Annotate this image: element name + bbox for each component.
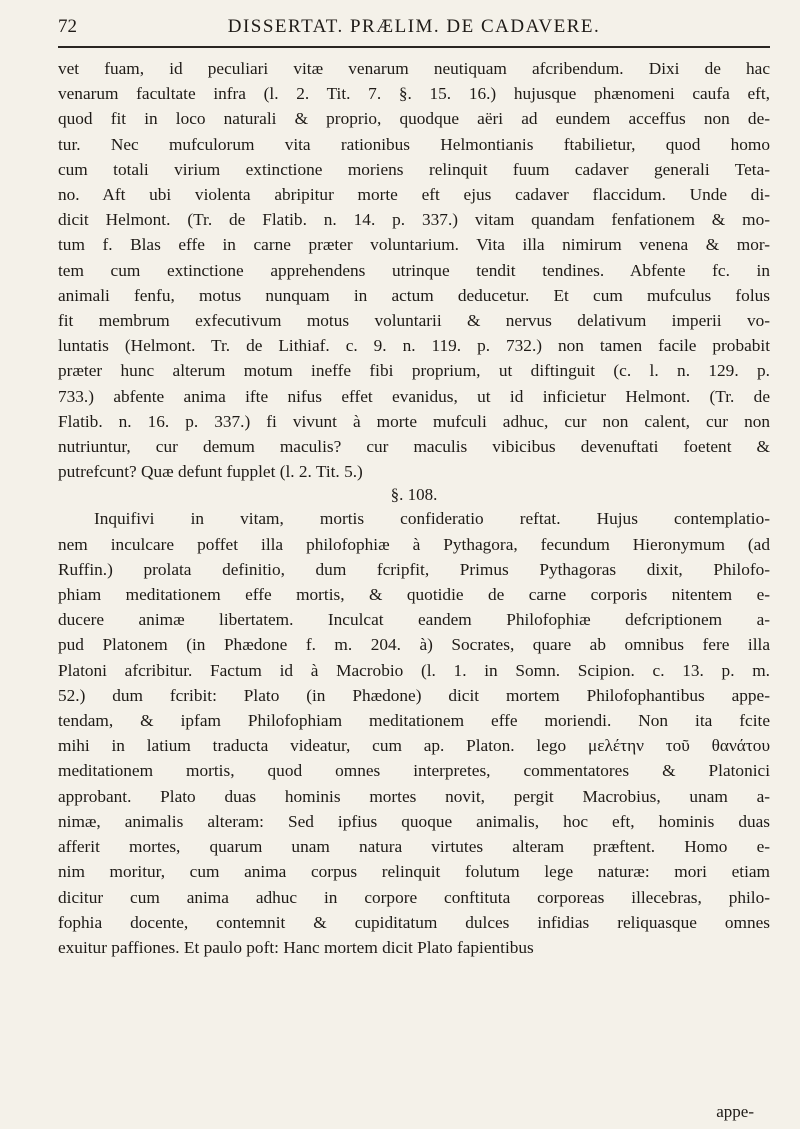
text-line: nutriuntur, cur demum maculis? cur maculis vibicibus devenuftati foetent & <box>58 437 770 457</box>
text-line: vet fuam, id peculiari vitæ venarum neutiquam afcribendum. Dixi de hac <box>58 59 770 78</box>
text-line: præter hunc alterum motum ineffe fibi proprium, ut diftinguit (c. l. n. 129. p. <box>58 361 770 381</box>
text-line: fophia docente, contemnit & cupiditatum dulces infidias reliquasque omnes <box>58 912 770 932</box>
paragraph-1 <box>58 56 770 484</box>
text-line: 52.) dum fcribit: Plato (in Phædone) dicit mortem Philofophantibus appe- <box>58 685 770 705</box>
text-line: ducere animæ libertatem. Inculcat eandem Philofophiæ defcriptionem a- <box>58 610 770 630</box>
text-line: meditationem mortis, quod omnes interpretes, commentatores & Platonici <box>58 761 770 781</box>
text-line: putrefcunt? Quæ defunt fupplet (l. 2. Tit. 5.) <box>58 462 363 482</box>
catchword: appe- <box>716 1102 754 1121</box>
page-header <box>58 16 770 48</box>
text-line: Platoni afcribitur. Factum id à Macrobio (l. 1. in Somn. Scipion. c. 13. p. m. <box>58 660 770 680</box>
text-line: animali fenfu, motus nunquam in actum deducetur. Et cum mufculus folus <box>58 285 770 305</box>
text-line: Flatib. n. 16. p. 337.) fi vivunt à morte mufculi adhuc, cur non calent, cur non <box>58 411 770 431</box>
text-line: Inquifivi in vitam, mortis confideratio reftat. Hujus contemplatio- <box>94 509 770 529</box>
running-head: DISSERTAT. PRÆLIM. DE CADAVERE. <box>227 16 601 37</box>
text-line: nimæ, animalis alteram: Sed ipfius quoque animalis, hoc eft, hominis duas <box>58 811 770 831</box>
text-line: pud Platonem (in Phædone f. m. 204. à) Socrates, quare ab omnibus fere illa <box>58 635 770 655</box>
text-line: mihi in latium traducta videatur, cum ap. Platon. lego μελέτην τοῦ θανάτου <box>58 736 770 756</box>
text-line: tur. Nec mufculorum vita rationibus Helmontianis ftabilietur, quod homo <box>58 134 770 154</box>
text-line: nem inculcare poffet illa philofophiæ à Pythagora, fecundum Hieronymum (ad <box>58 534 770 554</box>
text-line: 733.) abfente anima ifte nifus effet evanidus, ut id inficietur Helmont. (Tr. de <box>58 386 770 406</box>
text-line: afferit mortes, quarum unam natura virtutes alteram præftent. Homo e- <box>58 837 770 857</box>
text-line: tem cum extinctione apprehendens utrinque tendit tendines. Abfente fc. in <box>58 260 770 280</box>
text-line: no. Aft ubi violenta abripitur morte eft ejus cadaver flaccidum. Unde di- <box>58 185 770 205</box>
text-line: phiam meditationem effe mortis, & quotidie de carne corporis nitentem e- <box>58 585 770 605</box>
text-line: luntatis (Helmont. Tr. de Lithiaf. c. 9. n. 119. p. 732.) non tamen facile probabit <box>58 336 770 356</box>
body-text <box>58 56 770 960</box>
text-line: quod fit in loco naturali & proprio, quodque aëri ad eundem acceffus non de- <box>58 109 770 129</box>
text-line: venarum facultate infra (l. 2. Tit. 7. §. 15. 16.) hujusque phænomeni caufa eft, <box>58 84 770 104</box>
text-line: dicitur cum anima adhuc in corpore conftituta corporeas illecebras, philo- <box>58 887 770 907</box>
paragraph-2 <box>58 506 770 960</box>
text-line: exuitur paffiones. Et paulo poft: Hanc mortem dicit Plato fapientibus <box>58 937 534 957</box>
text-line: tendam, & ipfam Philofophiam meditationem effe moriendi. Non ita fcite <box>58 711 770 731</box>
text-line: dicit Helmont. (Tr. de Flatib. n. 14. p. 337.) vitam quandam fenfationem & mo- <box>58 210 770 230</box>
section-mark: §. 108. <box>390 485 438 505</box>
page-number: 72 <box>58 16 77 37</box>
text-line: cum totali virium extinctione moriens relinquit fuum cadaver generali Teta- <box>58 159 770 179</box>
text-line: approbant. Plato duas hominis mortes novit, pergit Macrobius, unam a- <box>58 786 770 806</box>
text-line: fit membrum exfecutivum motus voluntarii & nervus delativum imperii vo- <box>58 311 770 331</box>
text-line: Ruffin.) prolata definitio, dum fcripfit, Primus Pythagoras dixit, Philofo- <box>58 559 770 579</box>
text-line: nim moritur, cum anima corpus relinquit folutum lege naturæ: mori etiam <box>58 862 770 882</box>
text-line: tum f. Blas effe in carne præter voluntarium. Vita illa nimirum venena & mor- <box>58 235 770 255</box>
